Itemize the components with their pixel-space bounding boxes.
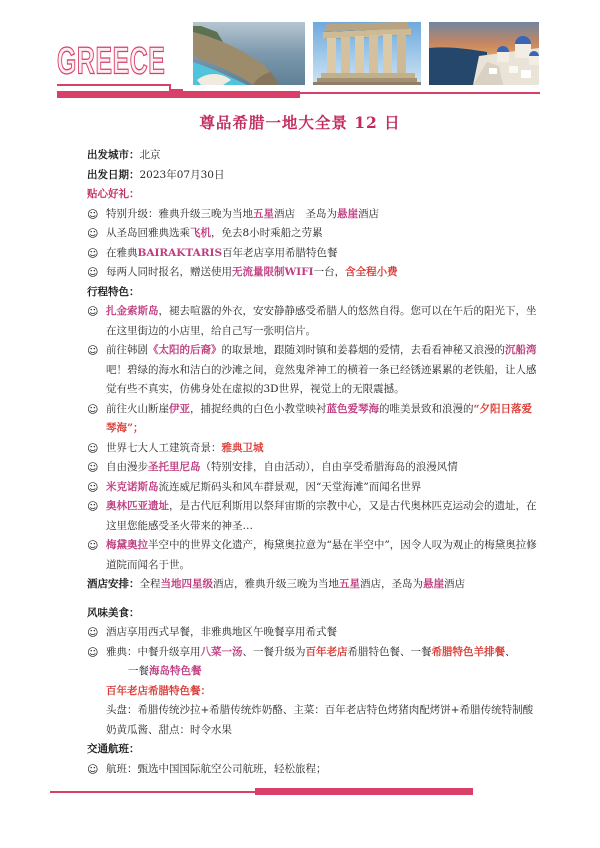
- highlight-run: 风味美食：: [87, 606, 140, 619]
- section-header: [87, 185, 539, 205]
- header-rule-thick: [57, 91, 300, 98]
- text-run: ，是古代厄利斯用以祭拜宙斯的宗教中心，又是古代奥林匹克运动会的遗址，在这里您能感受圣火带来的神圣…: [106, 500, 537, 532]
- highlight-run: 含全程小费: [345, 266, 398, 278]
- doc-line: [106, 205, 539, 225]
- smiley-bullet-icon: ☺︎: [87, 344, 99, 357]
- doc-line: [87, 146, 539, 166]
- text-line: [87, 146, 539, 166]
- bullet-item: [87, 760, 539, 780]
- logo-underline: [57, 84, 169, 86]
- text-run: 一台，: [313, 266, 346, 278]
- doc-line: [106, 497, 539, 536]
- bullet-item: [87, 400, 539, 439]
- smiley-bullet-icon: ☺︎: [87, 539, 99, 552]
- bullet-item: [87, 643, 539, 702]
- text-run: 的取景地，跟随刘时镇和姜暮烟的爱情，去看看神秘又浪漫的: [221, 344, 505, 356]
- highlight-run: 百年老店希腊特色餐：: [106, 684, 211, 697]
- text-run: 2023年07月30日: [139, 168, 225, 181]
- footer-rule-thick: [255, 788, 473, 795]
- bullet-item: [87, 458, 539, 478]
- text-run: 从圣岛回雅典选乘: [106, 227, 190, 239]
- bullet-item: [87, 623, 539, 643]
- doc-line: [128, 662, 539, 682]
- bullet-item: [87, 302, 539, 341]
- text-run: ，捕捉经典的白色小教堂映衬: [190, 402, 327, 415]
- highlight-run: 飞机: [190, 227, 211, 239]
- doc-line: [106, 682, 539, 702]
- smiley-bullet-icon: ☺︎: [87, 645, 99, 659]
- doc-line: [106, 701, 539, 740]
- highlight-run: 《太阳的后裔》: [148, 344, 222, 356]
- doc-line: [87, 740, 539, 760]
- doc-line: [106, 263, 539, 283]
- doc-line: [87, 604, 539, 624]
- highlight-run: 雅典卫城: [221, 441, 264, 454]
- highlight-run: 五星: [339, 578, 360, 590]
- text-run: 半空中的世界文化遗产，梅黛奥拉意为“悬在半空中”，因令人叹为观止的梅黛奥拉修道院而闻名于世。: [106, 539, 537, 571]
- greece-logo: GREECE: [57, 40, 166, 82]
- smiley-bullet-icon: ☺︎: [87, 266, 99, 279]
- bullet-item: [87, 341, 539, 400]
- highlight-run: 悬崖: [423, 578, 444, 590]
- highlight-run: 扎金索斯岛: [106, 305, 159, 317]
- text-run: 前往韩剧: [106, 344, 148, 356]
- highlight-run: 悬崖: [337, 207, 358, 220]
- text-run: 世界七大人工建筑奇景：: [106, 441, 222, 454]
- text-run: 酒店 圣岛为: [274, 207, 337, 220]
- doc-line: [87, 185, 539, 205]
- bullet-item: [87, 205, 539, 225]
- smiley-bullet-icon: ☺︎: [87, 402, 99, 416]
- text-line: [87, 575, 539, 595]
- text-run: 流连威尼斯码头和风车群景观，因“天堂海滩”而闻名世界: [158, 480, 422, 493]
- text-run: 希腊特色餐、一餐: [347, 645, 432, 658]
- bullet-item: [87, 478, 539, 498]
- doc-line: [106, 623, 539, 643]
- bullet-item: [87, 497, 539, 536]
- text-run: 酒店，圣岛为: [360, 578, 423, 590]
- text-run: 前往火山断崖: [106, 402, 169, 415]
- page-title: 尊品希腊一地大全景 12 日: [199, 113, 401, 132]
- highlight-run: 圣托里尼岛: [148, 461, 201, 473]
- text-run: 、: [505, 645, 516, 658]
- text-run: 全程: [139, 578, 161, 590]
- header-rule-thin: [300, 92, 540, 94]
- smiley-bullet-icon: ☺︎: [87, 227, 99, 240]
- text-run: 特别升级：雅典升级三晚为当地: [106, 207, 253, 220]
- doc-line: [106, 478, 539, 498]
- text-run: 一餐: [128, 665, 149, 677]
- smiley-bullet-icon: ☺︎: [87, 246, 99, 260]
- highlight-run: 沉船湾: [505, 344, 537, 356]
- doc-line: [106, 400, 539, 439]
- doc-line: [87, 166, 539, 186]
- doc-line: [106, 244, 539, 264]
- section-header: [87, 283, 539, 303]
- highlight-run: 米克诺斯岛: [106, 480, 159, 493]
- bullet-item: [87, 263, 539, 283]
- smiley-bullet-icon: ☺︎: [87, 500, 99, 513]
- doc-line: [87, 575, 539, 595]
- text-run: 头盘：希腊传统沙拉+希腊传统炸奶酪、主菜：百年老店特色烤猪肉配烤饼+希腊传统特制酸奶黄瓜酱、甜点：时令水果: [106, 704, 534, 736]
- doc-line: [106, 302, 539, 341]
- smiley-bullet-icon: ☺︎: [87, 305, 99, 318]
- highlight-run: 蓝色爱琴海: [326, 402, 379, 415]
- section-header: [87, 604, 539, 624]
- highlight-run: “夕阳日落爱琴海”；: [106, 402, 533, 434]
- highlight-run: 海岛特色餐: [149, 665, 202, 677]
- doc-line: [106, 536, 539, 575]
- highlight-run: 八菜一汤: [200, 645, 243, 658]
- highlight-run: 伊亚: [169, 402, 190, 415]
- smiley-bullet-icon: ☺︎: [87, 207, 99, 221]
- text-run: 每两人同时报名，赠送使用: [106, 266, 232, 278]
- text-line: [87, 166, 539, 186]
- highlight-run: 出发日期：: [87, 168, 140, 181]
- text-run: ，褪去喧嚣的外衣，安安静静感受希腊人的悠然自得。您可以在午后的阳光下，坐在这里街边的小店里，给自己写一张明信片。: [106, 305, 537, 337]
- text-run: 在雅典: [106, 246, 138, 259]
- highlight-run: 出发城市：: [87, 149, 140, 161]
- doc-line: [106, 458, 539, 478]
- text-run: 自由漫步: [106, 461, 148, 473]
- text-run: 酒店享用西式早餐，非雅典地区午晚餐享用希式餐: [106, 626, 337, 638]
- text-run: 酒店: [358, 207, 379, 220]
- highlight-run: 奥林匹亚遗址: [106, 500, 169, 512]
- text-run: ，免去8小时乘船之劳累: [211, 227, 323, 239]
- bullet-item: [87, 439, 539, 459]
- text-run: 酒店，雅典升级三晚为当地: [213, 578, 339, 590]
- footer-rule-thin: [50, 791, 255, 793]
- text-run: 吧！碧绿的海水和洁白的沙滩之间，竟然鬼斧神工的横着一条已经锈迹累累的老铁船，让人感觉有些不真实，仿佛身处在虚拟的3D世界，视觉上的无限震撼。: [106, 363, 537, 395]
- doc-line: [87, 283, 539, 303]
- header-photo-strip: [193, 22, 539, 85]
- doc-line: [106, 760, 539, 780]
- doc-line: [106, 643, 539, 663]
- parthenon-photo: [313, 22, 421, 85]
- doc-line: [106, 439, 539, 459]
- bullet-item: [87, 536, 539, 575]
- highlight-run: 行程特色：: [87, 285, 140, 298]
- smiley-bullet-icon: ☺︎: [87, 461, 99, 474]
- doc-line: [106, 341, 539, 400]
- bullet-item: [87, 244, 539, 264]
- section-header: [87, 740, 539, 760]
- smiley-bullet-icon: ☺︎: [87, 762, 99, 776]
- text-run: 北京: [139, 149, 161, 161]
- text-run: 、一餐升级为: [242, 645, 306, 658]
- highlight-run: 百年老店: [305, 645, 348, 658]
- highlight-run: 交通航班：: [87, 743, 140, 755]
- text-run: 百年老店享用希腊特色餐: [222, 246, 338, 259]
- highlight-run: 希腊特色羊排餐: [431, 645, 505, 658]
- doc-line: [106, 224, 539, 244]
- highlight-run: 无流量限制WIFI: [232, 266, 314, 278]
- highlight-run: 贴心好礼：: [87, 188, 140, 200]
- text-run: 酒店: [444, 578, 465, 590]
- text-run: （特别安排，自由活动），自由享受希腊海岛的浪漫风情: [200, 461, 458, 473]
- santorini-photo: [429, 22, 539, 85]
- smiley-bullet-icon: ☺︎: [87, 626, 99, 639]
- navagio-beach-photo: [193, 22, 305, 85]
- text-run: 雅典：中餐升级享用: [106, 645, 201, 658]
- highlight-run: 酒店安排：: [87, 578, 140, 590]
- highlight-run: 五星: [253, 207, 274, 220]
- smiley-bullet-icon: ☺︎: [87, 480, 99, 494]
- document-body: [87, 146, 539, 779]
- bullet-item: [87, 224, 539, 244]
- text-run: 的唯美景致和浪漫的: [379, 402, 474, 415]
- highlight-run: 梅黛奥拉: [106, 539, 148, 551]
- highlight-run: 当地四星级: [160, 578, 213, 590]
- highlight-run: BAIRAKTARIS: [137, 246, 223, 259]
- indent-paragraph: [87, 701, 539, 740]
- text-run: 航班：甄选中国国际航空公司航班，轻松旅程；: [106, 762, 327, 775]
- smiley-bullet-icon: ☺︎: [87, 441, 99, 455]
